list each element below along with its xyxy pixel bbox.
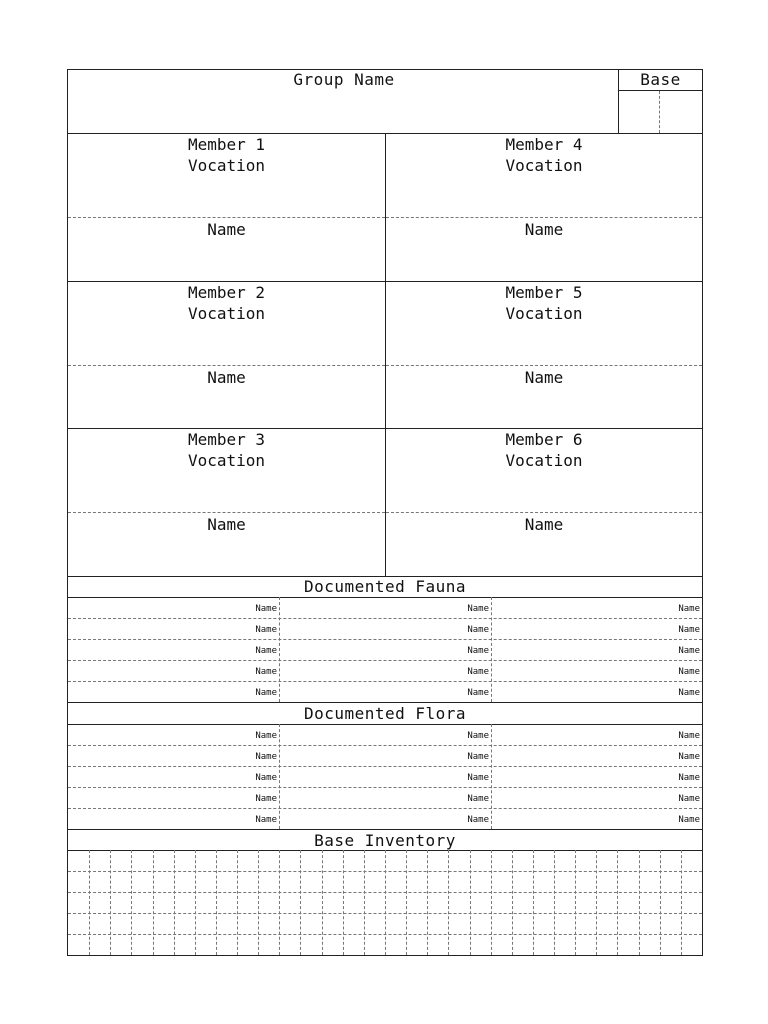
table-cell-label: Name [255,794,277,804]
member-dashed-divider [386,365,702,366]
member-row-line [68,428,702,429]
member-vocation-label: Vocation [187,304,266,323]
table-cell-label: Name [678,773,700,783]
inventory-col-line [470,850,471,955]
table-row-divider [68,766,702,767]
table-cell-label: Name [678,604,700,614]
member-title [68,134,385,176]
table-cell-label: Name [467,815,489,825]
member-number: Member 3 [187,430,266,449]
inventory-col-line [533,850,534,955]
member-row-line [68,133,702,134]
inventory-col-line [174,850,175,955]
table-cell-label: Name [255,625,277,635]
member-vocation-label: Vocation [187,156,266,175]
inventory-col-line [660,850,661,955]
inventory-col-line [575,850,576,955]
table-cell-label: Name [678,667,700,677]
table-col-divider [491,724,492,829]
member-dashed-divider [68,365,385,366]
table-cell-label: Name [467,731,489,741]
table-cell-label: Name [678,752,700,762]
inventory-heading: Base Inventory [314,831,456,850]
base-label: Base [640,70,681,89]
table-row-divider [68,745,702,746]
inventory-col-line [617,850,618,955]
member-name-label: Name [524,220,564,239]
inventory-col-line [195,850,196,955]
table-col-divider [279,724,280,829]
member-row-line [68,281,702,282]
member-vocation-label: Vocation [187,451,266,470]
member-title [68,429,385,471]
table-row-divider [68,618,702,619]
table-cell-label: Name [255,667,277,677]
table-col-divider [491,597,492,702]
inventory-col-line [596,850,597,955]
member-name-label: Name [524,515,564,534]
member-number: Member 4 [505,135,583,154]
inventory-col-line [639,850,640,955]
inventory-col-line [364,850,365,955]
inventory-col-line [385,850,386,955]
character-sheet [67,69,703,956]
table-cell-label: Name [255,773,277,783]
table-cell-label: Name [467,604,489,614]
member-vocation-label: Vocation [505,451,583,470]
member-name-label: Name [207,220,246,239]
flora-heading: Documented Flora [303,704,467,723]
table-cell-label: Name [255,815,277,825]
table-cell-label: Name [255,646,277,656]
table-cell-label: Name [255,604,277,614]
inventory-col-line [279,850,280,955]
table-cell-label: Name [678,688,700,698]
member-title [386,429,702,471]
inventory-col-line [406,850,407,955]
fauna-heading: Documented Fauna [303,577,467,596]
table-cell-label: Name [467,773,489,783]
table-cell-label: Name [467,646,489,656]
inventory-col-line [237,850,238,955]
member-number: Member 1 [187,135,266,154]
inventory-col-line [448,850,449,955]
inventory-col-line [554,850,555,955]
table-row-divider [68,639,702,640]
members-center-divider [385,133,386,576]
inventory-col-line [322,850,323,955]
member-title [68,282,385,324]
member-name-label: Name [207,515,246,534]
member-dashed-divider [68,217,385,218]
member-number: Member 2 [187,283,266,302]
table-top-line [68,724,702,725]
inventory-col-line [258,850,259,955]
table-row-divider [68,787,702,788]
member-number: Member 6 [505,430,583,449]
member-title [386,282,702,324]
inventory-col-line [491,850,492,955]
inventory-col-line [153,850,154,955]
base-field-divider [659,91,660,133]
member-vocation-label: Vocation [505,156,583,175]
table-cell-label: Name [467,794,489,804]
member-dashed-divider [386,217,702,218]
table-cell-label: Name [678,646,700,656]
inventory-col-line [216,850,217,955]
inventory-col-line [300,850,301,955]
inventory-col-line [110,850,111,955]
member-title [386,134,702,176]
table-row-divider [68,681,702,682]
table-cell-label: Name [467,625,489,635]
table-top-line [68,597,702,598]
inventory-col-line [512,850,513,955]
member-vocation-label: Vocation [505,304,583,323]
inventory-col-line [681,850,682,955]
member-number: Member 5 [505,283,583,302]
table-cell-label: Name [678,625,700,635]
inventory-col-line [343,850,344,955]
member-name-label: Name [524,368,564,387]
table-cell-label: Name [467,667,489,677]
table-cell-label: Name [678,815,700,825]
inventory-col-line [131,850,132,955]
table-cell-label: Name [255,731,277,741]
base-label-line [619,90,702,91]
table-col-divider [279,597,280,702]
table-row-divider [68,808,702,809]
table-cell-label: Name [678,794,700,804]
table-cell-label: Name [467,752,489,762]
member-dashed-divider [68,512,385,513]
table-cell-label: Name [255,688,277,698]
member-dashed-divider [386,512,702,513]
table-cell-label: Name [678,731,700,741]
group-name-label: Group Name [293,70,395,89]
inventory-col-line [427,850,428,955]
table-row-divider [68,660,702,661]
table-cell-label: Name [255,752,277,762]
member-name-label: Name [207,368,246,387]
table-cell-label: Name [467,688,489,698]
inventory-col-line [89,850,90,955]
